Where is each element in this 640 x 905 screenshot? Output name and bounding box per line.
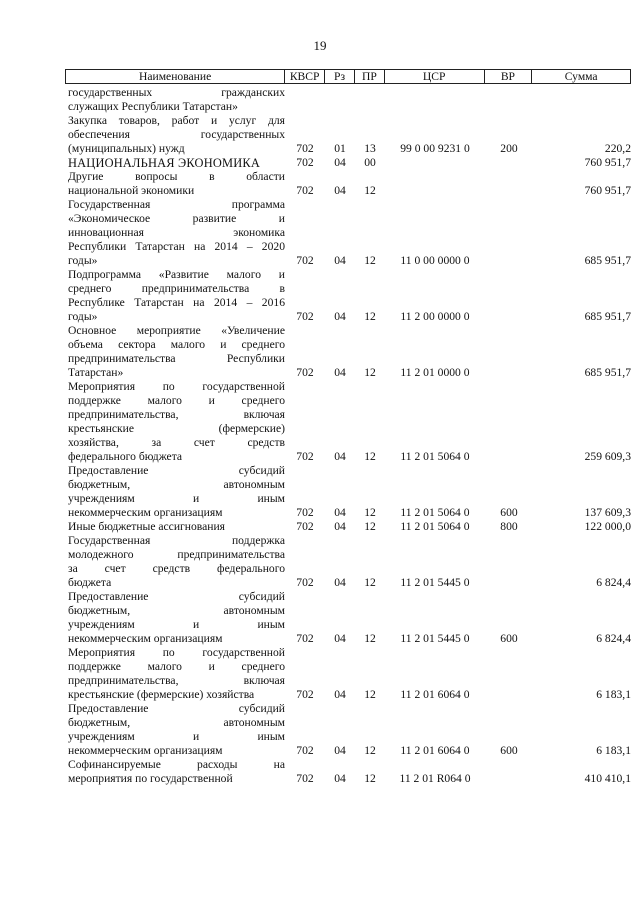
row-sum: 6 183,1 <box>596 744 631 757</box>
row-name-line: мероприятия по государственной <box>68 772 233 785</box>
row-name-line: национальной экономики <box>68 184 195 197</box>
row-csr: 99 0 00 9231 0 <box>400 142 470 155</box>
row-name <box>65 114 285 156</box>
row-name <box>65 156 285 170</box>
row-rz: 01 <box>334 142 346 155</box>
table-body <box>65 84 631 786</box>
row-vr: 600 <box>500 506 518 519</box>
row-name-line: объема сектора малого и среднего <box>68 338 285 351</box>
row-pr: 12 <box>364 450 376 463</box>
row-pr: 12 <box>364 254 376 267</box>
row-name-line: предпринимательства, включая <box>68 408 285 421</box>
row-kvsr: 702 <box>296 156 314 169</box>
row-name-line: молодежного предпринимательства <box>68 548 285 561</box>
table-row <box>65 758 631 786</box>
row-kvsr: 702 <box>296 744 314 757</box>
row-pr: 12 <box>364 506 376 519</box>
table-row <box>65 114 631 156</box>
row-name-line: Республике Татарстан на 2014 – 2016 <box>68 296 285 309</box>
header-kvsr: КВСР <box>285 70 325 83</box>
table-header <box>65 69 631 84</box>
row-name-line: годы» <box>68 310 98 323</box>
row-kvsr: 702 <box>296 254 314 267</box>
row-kvsr: 702 <box>296 450 314 463</box>
row-name <box>65 86 285 114</box>
row-csr: 11 2 00 0000 0 <box>400 310 470 323</box>
row-name-line: крестьянские (фермерские) хозяйства <box>68 688 255 701</box>
page-number: 19 <box>313 38 327 53</box>
row-name-line: годы» <box>68 254 98 267</box>
row-kvsr: 702 <box>296 520 314 533</box>
row-rz: 04 <box>334 450 346 463</box>
row-name-line: Другие вопросы в области <box>68 170 285 183</box>
row-vr: 800 <box>500 520 518 533</box>
header-vr: ВР <box>485 70 533 83</box>
row-rz: 04 <box>334 688 346 701</box>
row-name-line: обеспечения государственных <box>68 128 285 141</box>
row-sum: 760 951,7 <box>584 156 631 169</box>
row-kvsr: 702 <box>296 142 314 155</box>
row-kvsr: 702 <box>296 366 314 379</box>
row-name <box>65 268 285 324</box>
row-rz: 04 <box>334 156 346 169</box>
row-csr: 11 2 01 6064 0 <box>400 688 470 701</box>
row-sum: 6 183,1 <box>596 688 631 701</box>
row-rz: 04 <box>334 576 346 589</box>
row-kvsr: 702 <box>296 576 314 589</box>
row-name-line: учреждениям и иным <box>68 618 285 631</box>
row-pr: 12 <box>364 772 376 785</box>
row-sum: 760 951,7 <box>584 184 631 197</box>
row-name-line: Предоставление субсидий <box>68 464 285 477</box>
row-pr: 00 <box>364 156 376 169</box>
row-name-line: учреждениям и иным <box>68 492 285 505</box>
row-name-line: Иные бюджетные ассигнования <box>68 520 225 533</box>
row-csr: 11 0 00 0000 0 <box>400 254 470 267</box>
row-csr: 11 2 01 0000 0 <box>400 366 470 379</box>
header-pr: ПР <box>355 70 385 83</box>
row-name <box>65 702 285 758</box>
table-row <box>65 380 631 464</box>
table-row <box>65 646 631 702</box>
row-sum: 6 824,4 <box>596 632 631 645</box>
table-row <box>65 324 631 380</box>
row-name-line: за счет средств федерального <box>68 562 285 575</box>
row-vr: 200 <box>500 142 518 155</box>
row-sum: 6 824,4 <box>596 576 631 589</box>
row-name-line: Основное мероприятие «Увеличение <box>68 324 285 337</box>
row-sum: 122 000,0 <box>584 520 631 533</box>
table-row <box>65 198 631 268</box>
row-name-line: федерального бюджета <box>68 450 183 463</box>
row-csr: 11 2 01 5445 0 <box>400 632 470 645</box>
table-row <box>65 590 631 646</box>
row-kvsr: 702 <box>296 688 314 701</box>
row-kvsr: 702 <box>296 184 314 197</box>
row-rz: 04 <box>334 506 346 519</box>
row-name <box>65 758 285 786</box>
row-rz: 04 <box>334 254 346 267</box>
row-rz: 04 <box>334 366 346 379</box>
row-name <box>65 590 285 646</box>
row-name-line: Мероприятия по государственной <box>68 380 285 393</box>
row-pr: 12 <box>364 688 376 701</box>
row-csr: 11 2 01 6064 0 <box>400 744 470 757</box>
row-csr: 11 2 01 5445 0 <box>400 576 470 589</box>
row-name-line: инновационная экономика <box>68 226 285 239</box>
row-pr: 12 <box>364 184 376 197</box>
row-name-line: Мероприятия по государственной <box>68 646 285 659</box>
row-pr: 12 <box>364 632 376 645</box>
row-rz: 04 <box>334 744 346 757</box>
row-csr: 11 2 01 5064 0 <box>400 506 470 519</box>
table-row <box>65 86 631 114</box>
row-name-line: бюджетным, автономным <box>68 478 285 491</box>
header-name: Наименование <box>66 70 285 83</box>
row-name-line: бюджетным, автономным <box>68 716 285 729</box>
row-name-line: Предоставление субсидий <box>68 590 285 603</box>
row-name-line: некоммерческим организациям <box>68 744 223 757</box>
row-sum: 259 609,3 <box>584 450 631 463</box>
table-row <box>65 520 631 534</box>
row-name <box>65 534 285 590</box>
row-name <box>65 324 285 380</box>
row-name-line: хозяйства, за счет средств <box>68 436 285 449</box>
row-rz: 04 <box>334 632 346 645</box>
row-name-line: Татарстан» <box>68 366 124 379</box>
row-name-line: Государственная программа <box>68 198 285 211</box>
row-name-line: некоммерческим организациям <box>68 632 223 645</box>
row-name-line: учреждениям и иным <box>68 730 285 743</box>
row-name-line: некоммерческим организациям <box>68 506 223 519</box>
row-kvsr: 702 <box>296 632 314 645</box>
table-row <box>65 534 631 590</box>
row-pr: 13 <box>364 142 376 155</box>
row-name-line: поддержке малого и среднего <box>68 394 285 407</box>
row-name <box>65 646 285 702</box>
row-sum: 137 609,3 <box>584 506 631 519</box>
row-name-line: среднего предпринимательства в <box>68 282 285 295</box>
row-sum: 220,2 <box>604 142 631 155</box>
row-name-line: государственных гражданских <box>68 86 285 99</box>
row-name <box>65 520 285 534</box>
row-name-line: крестьянские (фермерские) <box>68 422 285 435</box>
row-name-line: «Экономическое развитие и <box>68 212 285 225</box>
row-pr: 12 <box>364 744 376 757</box>
row-name <box>65 170 285 198</box>
row-sum: 685 951,7 <box>584 310 631 323</box>
row-vr: 600 <box>500 632 518 645</box>
row-pr: 12 <box>364 576 376 589</box>
row-name-line: Государственная поддержка <box>68 534 285 547</box>
row-kvsr: 702 <box>296 772 314 785</box>
row-csr: 11 2 01 5064 0 <box>400 450 470 463</box>
row-pr: 12 <box>364 366 376 379</box>
header-rz: Рз <box>325 70 355 83</box>
row-name <box>65 464 285 520</box>
row-name-line: НАЦИОНАЛЬНАЯ ЭКОНОМИКА <box>68 156 260 170</box>
row-name-line: предпринимательства Республики <box>68 352 285 365</box>
row-rz: 04 <box>334 520 346 533</box>
header-csr: ЦСР <box>385 70 485 83</box>
row-pr: 12 <box>364 310 376 323</box>
row-name-line: предпринимательства, включая <box>68 674 285 687</box>
header-sum: Сумма <box>564 70 598 83</box>
table-row <box>65 268 631 324</box>
table-row <box>65 464 631 520</box>
row-name <box>65 380 285 464</box>
table-row <box>65 702 631 758</box>
row-name-line: (муниципальных) нужд <box>68 142 185 155</box>
row-name-line: Закупка товаров, работ и услуг для <box>68 114 285 127</box>
row-rz: 04 <box>334 184 346 197</box>
row-name-line: бюджетным, автономным <box>68 604 285 617</box>
row-name-line: Подпрограмма «Развитие малого и <box>68 268 285 281</box>
row-name-line: Софинансируемые расходы на <box>68 758 285 771</box>
row-rz: 04 <box>334 772 346 785</box>
row-sum: 410 410,1 <box>584 772 631 785</box>
table-row <box>65 170 631 198</box>
row-kvsr: 702 <box>296 506 314 519</box>
row-kvsr: 702 <box>296 310 314 323</box>
row-name-line: бюджета <box>68 576 112 589</box>
row-name-line: Республики Татарстан на 2014 – 2020 <box>68 240 285 253</box>
row-name-line: поддержке малого и среднего <box>68 660 285 673</box>
row-pr: 12 <box>364 520 376 533</box>
table-row <box>65 156 631 170</box>
row-sum: 685 951,7 <box>584 366 631 379</box>
row-name-line: служащих Республики Татарстан» <box>68 100 238 113</box>
row-csr: 11 2 01 5064 0 <box>400 520 470 533</box>
row-csr: 11 2 01 R064 0 <box>399 772 471 785</box>
row-rz: 04 <box>334 310 346 323</box>
budget-table <box>65 69 631 786</box>
row-name <box>65 198 285 268</box>
row-sum: 685 951,7 <box>584 254 631 267</box>
row-name-line: Предоставление субсидий <box>68 702 285 715</box>
row-vr: 600 <box>500 744 518 757</box>
